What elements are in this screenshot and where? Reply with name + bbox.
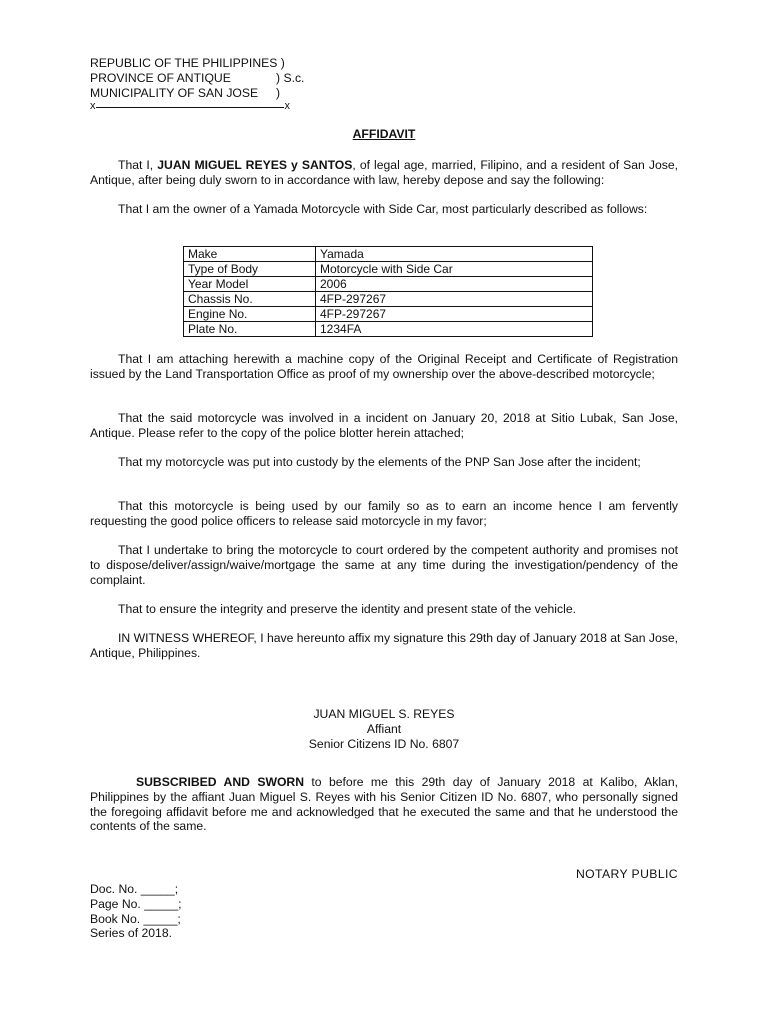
table-row bbox=[184, 322, 593, 337]
signatory-name: JUAN MIGUEL S. REYES bbox=[313, 707, 455, 721]
table-row bbox=[184, 247, 593, 262]
motorcycle-spec-table bbox=[183, 246, 593, 337]
table-row bbox=[184, 262, 593, 277]
venue-republic: REPUBLIC OF THE PHILIPPINES ) bbox=[90, 56, 285, 70]
separator-left-mark: x bbox=[90, 100, 96, 112]
jurat-lead: SUBSCRIBED AND SWORN bbox=[136, 775, 305, 789]
spec-value: 4FP-297267 bbox=[316, 292, 593, 307]
spec-label: Make bbox=[184, 247, 316, 262]
witness-paragraph: IN WITNESS WHEREOF, I have hereunto affix my signature this 29th day of January 2018 at San Jose, Antique, Philippines. bbox=[90, 631, 678, 660]
venue-municipality-suffix: ) bbox=[276, 85, 281, 100]
doc-number: Doc. No. _____; bbox=[90, 882, 179, 896]
spec-label: Plate No. bbox=[184, 322, 316, 337]
request-paragraph: That this motorcycle is being used by our family so as to earn an income hence I am fervently requesting the good police officers to release said motorcycle in my favor; bbox=[90, 499, 678, 528]
attachment-paragraph: That I am attaching herewith a machine copy of the Original Receipt and Certificate of Registration issued by the Land Transportation Office as proof of my ownership over the above-described motorcycle; bbox=[90, 352, 678, 381]
signatory-role: Affiant bbox=[366, 721, 402, 736]
venue-separator bbox=[90, 100, 290, 114]
separator-line bbox=[96, 107, 284, 108]
ownership-paragraph: That I am the owner of a Yamada Motorcycle with Side Car, most particularly described as follows: bbox=[118, 202, 648, 216]
table-row bbox=[184, 307, 593, 322]
affiant-name: JUAN MIGUEL REYES y SANTOS bbox=[157, 158, 353, 172]
notarial-entries bbox=[90, 882, 181, 941]
spec-value: Yamada bbox=[316, 247, 593, 262]
undertaking-paragraph: That I undertake to bring the motorcycle to court ordered by the competent authority and promises not to dispose/deliver/assign/waive/mortgage the same at any time during the investigation/pendency of the complaint. bbox=[90, 543, 678, 587]
spec-value: 1234FA bbox=[316, 322, 593, 337]
intro-rest: , of legal age, married, Filipino, and a resident of San Jose, Antique, after being duly sworn to in accordance with law, hereby depose and say the following: bbox=[90, 158, 679, 187]
spec-label: Chassis No. bbox=[184, 292, 316, 307]
venue-block bbox=[90, 56, 305, 100]
table-row bbox=[184, 277, 593, 292]
page-number: Page No. _____; bbox=[90, 896, 182, 911]
spec-value: 2006 bbox=[316, 277, 593, 292]
jurat-paragraph bbox=[90, 775, 678, 834]
document-title: AFFIDAVIT bbox=[352, 127, 416, 141]
spec-value: Motorcycle with Side Car bbox=[316, 262, 593, 277]
series-year: Series of 2018. bbox=[90, 926, 172, 941]
intro-prefix: That I, bbox=[118, 158, 158, 172]
signature-block bbox=[0, 707, 768, 751]
spec-label: Year Model bbox=[184, 277, 316, 292]
venue-province-suffix: ) S.c. bbox=[276, 70, 305, 85]
signatory-id: Senior Citizens ID No. 6807 bbox=[308, 736, 460, 751]
incident-paragraph: That the said motorcycle was involved in a incident on January 20, 2018 at Sitio Lubak, San Jose, Antique. Please refer to the copy of the police blotter herein attached; bbox=[90, 411, 678, 440]
intro-paragraph bbox=[90, 158, 678, 188]
spec-value: 4FP-297267 bbox=[316, 307, 593, 322]
venue-province: PROVINCE OF ANTIQUE bbox=[90, 70, 231, 85]
venue-municipality: MUNICIPALITY OF SAN JOSE bbox=[90, 85, 259, 100]
separator-right-mark: x bbox=[284, 100, 290, 112]
notary-public-label: NOTARY PUBLIC bbox=[575, 867, 678, 881]
book-number: Book No. _____; bbox=[90, 911, 181, 926]
spec-label: Engine No. bbox=[184, 307, 316, 322]
jurat-rest: to before me this 29th day of January 2018 at Kalibo, Aklan, Philippines by the affiant Juan Miguel S. Reyes with his Senior Citizen ID No. 6807, who personally signed the foregoing affidavit before me and acknowledged that he executed the same and that he understood the contents of the same. bbox=[90, 775, 678, 834]
spec-label: Type of Body bbox=[184, 262, 316, 277]
custody-paragraph: That my motorcycle was put into custody by the elements of the PNP San Jose after the incident; bbox=[118, 455, 641, 469]
integrity-paragraph: That to ensure the integrity and preserve the identity and present state of the vehicle. bbox=[118, 602, 576, 616]
table-row bbox=[184, 292, 593, 307]
